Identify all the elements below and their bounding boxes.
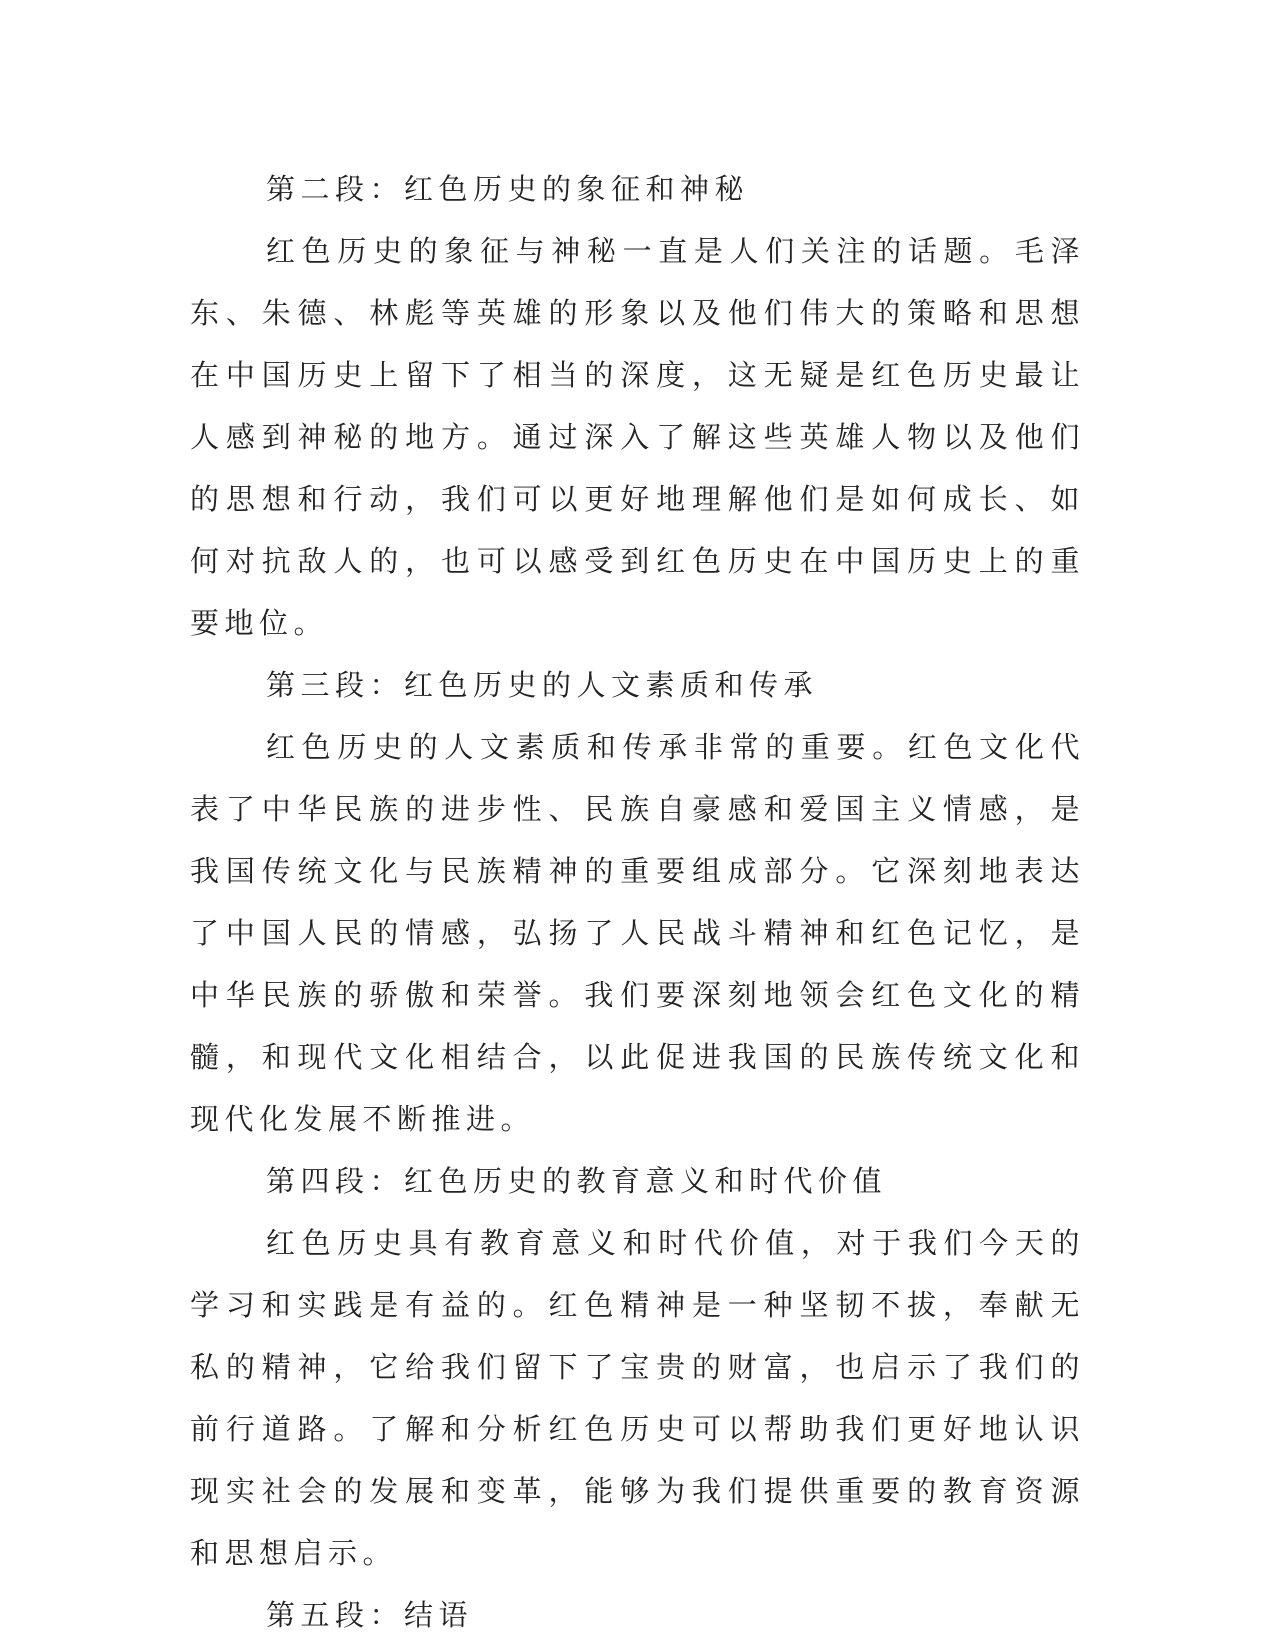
section-heading-3: 第三段：红色历史的人文素质和传承 [266, 668, 819, 702]
section-paragraph-4: 红色历史具有教育意义和时代价值，对于我们今天的学习和实践是有益的。红色精神是一种坚韧不拔，奉献无私的精神，它给我们留下了宝贵的财富，也启示了我们的前行道路。了解和分析红色历史可以帮助我们更好地认识现实社会的发展和变革，能够为我们提供重要的教育资源和思想启示。 [190, 1226, 1085, 1570]
section-paragraph-2: 红色历史的象征与神秘一直是人们关注的话题。毛泽东、朱德、林彪等英雄的形象以及他们伟大的策略和思想在中国历史上留下了相当的深度，这无疑是红色历史最让人感到神秘的地方。通过深入了解这些英雄人物以及他们的思想和行动，我们可以更好地理解他们是如何成长、如何对抗敌人的，也可以感受到红色历史在中国历史上的重要地位。 [190, 234, 1085, 640]
section-paragraph-3: 红色历史的人文素质和传承非常的重要。红色文化代表了中华民族的进步性、民族自豪感和爱国主义情感，是我国传统文化与民族精神的重要组成部分。它深刻地表达了中国人民的情感，弘扬了人民战斗精神和红色记忆，是中华民族的骄傲和荣誉。我们要深刻地领会红色文化的精髓，和现代文化相结合，以此促进我国的民族传统文化和现代化发展不断推进。 [190, 730, 1085, 1136]
section-heading-4: 第四段：红色历史的教育意义和时代价值 [266, 1164, 888, 1198]
document-body [190, 158, 1085, 1646]
section-heading-5: 第五段：结语 [266, 1598, 474, 1632]
section-heading-2: 第二段：红色历史的象征和神秘 [266, 172, 750, 206]
